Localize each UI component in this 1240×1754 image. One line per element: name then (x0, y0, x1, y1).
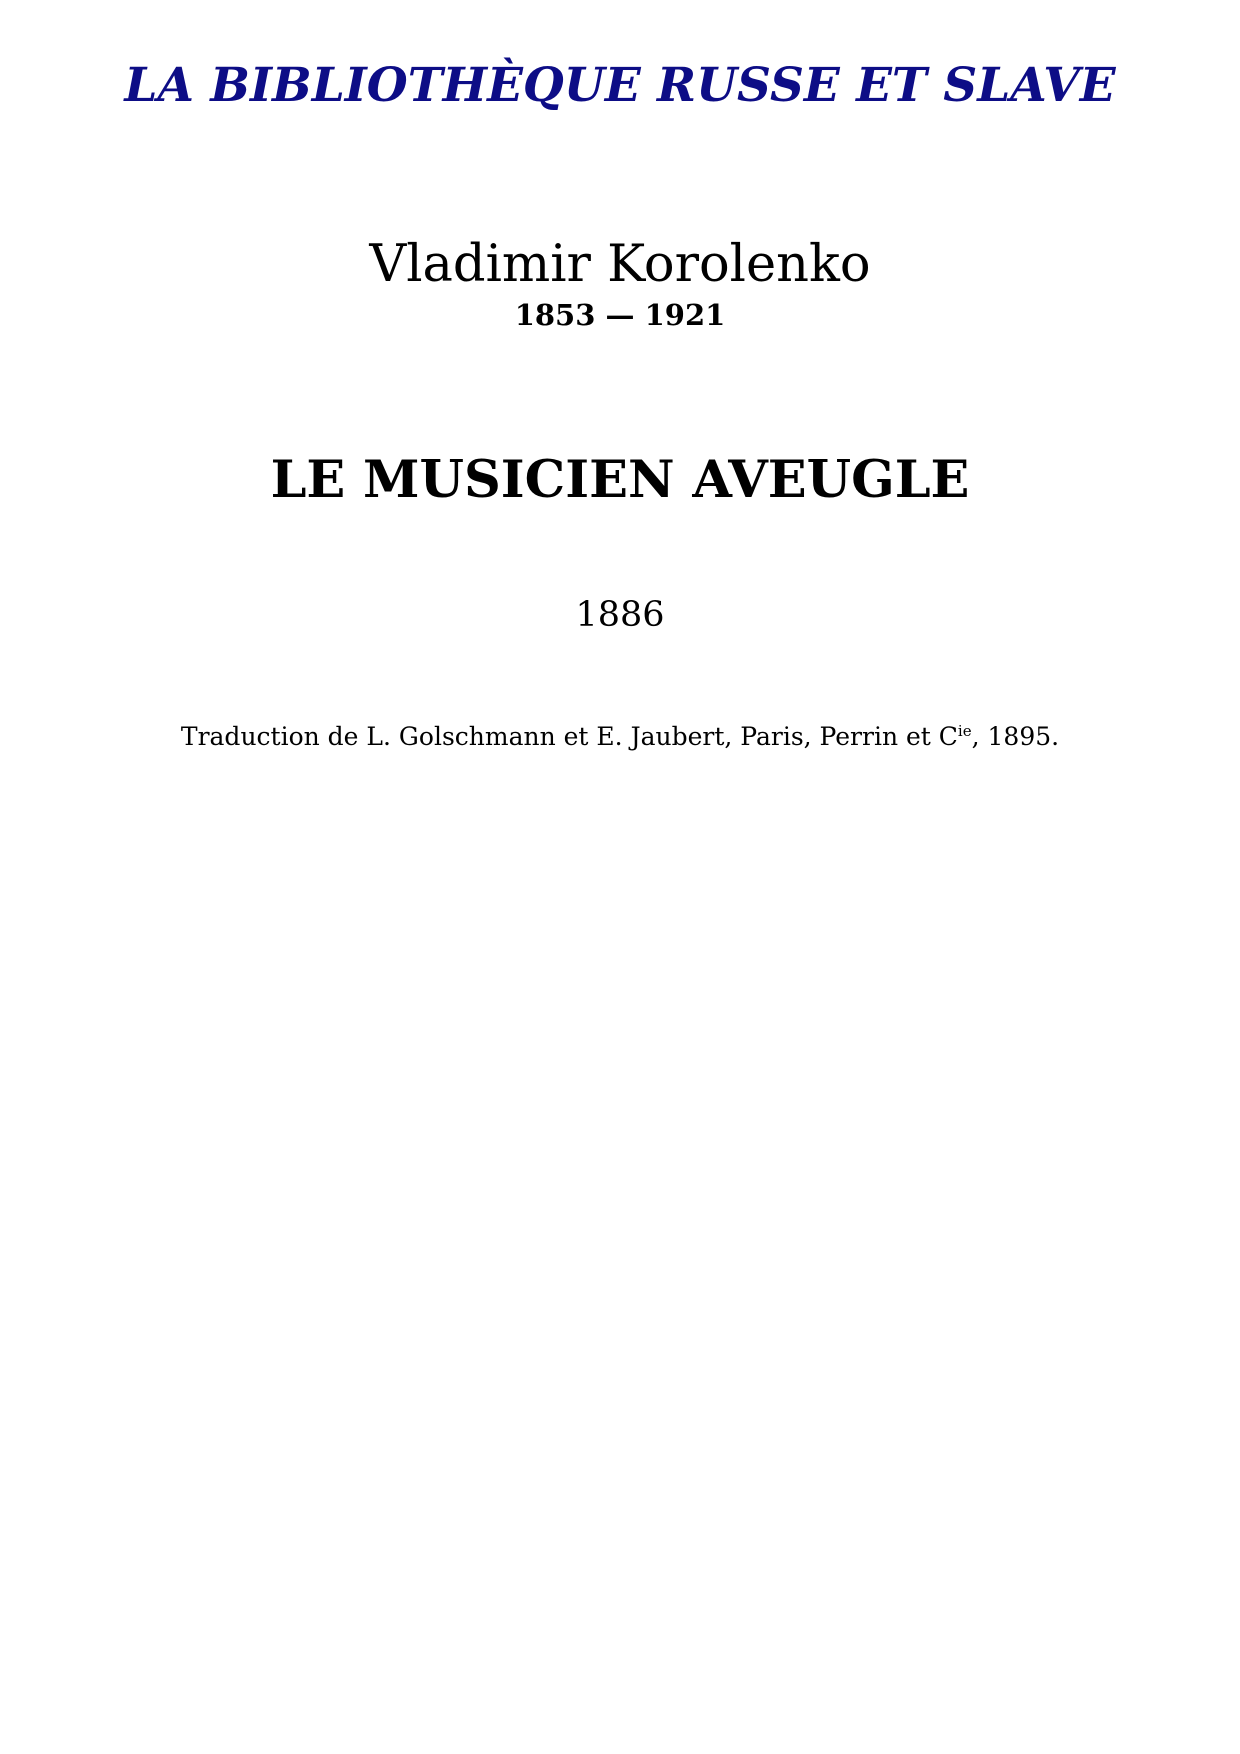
translation-credit-text: Traduction de L. Golschmann et E. Jaubert, Paris, Perrin et C (180, 722, 958, 751)
collection-title: LA BIBLIOTHÈQUE RUSSE ET SLAVE (124, 58, 1116, 113)
author-lifespan: 1853 — 1921 (514, 298, 726, 332)
author-name: Vladimir Korolenko (369, 235, 871, 294)
translation-credit (0, 722, 1240, 751)
translation-credit-superscript: ie (957, 722, 972, 740)
translation-credit-end: , 1895. (971, 722, 1060, 751)
publication-year: 1886 (575, 595, 665, 635)
work-title: LE MUSICIEN AVEUGLE (270, 450, 970, 510)
